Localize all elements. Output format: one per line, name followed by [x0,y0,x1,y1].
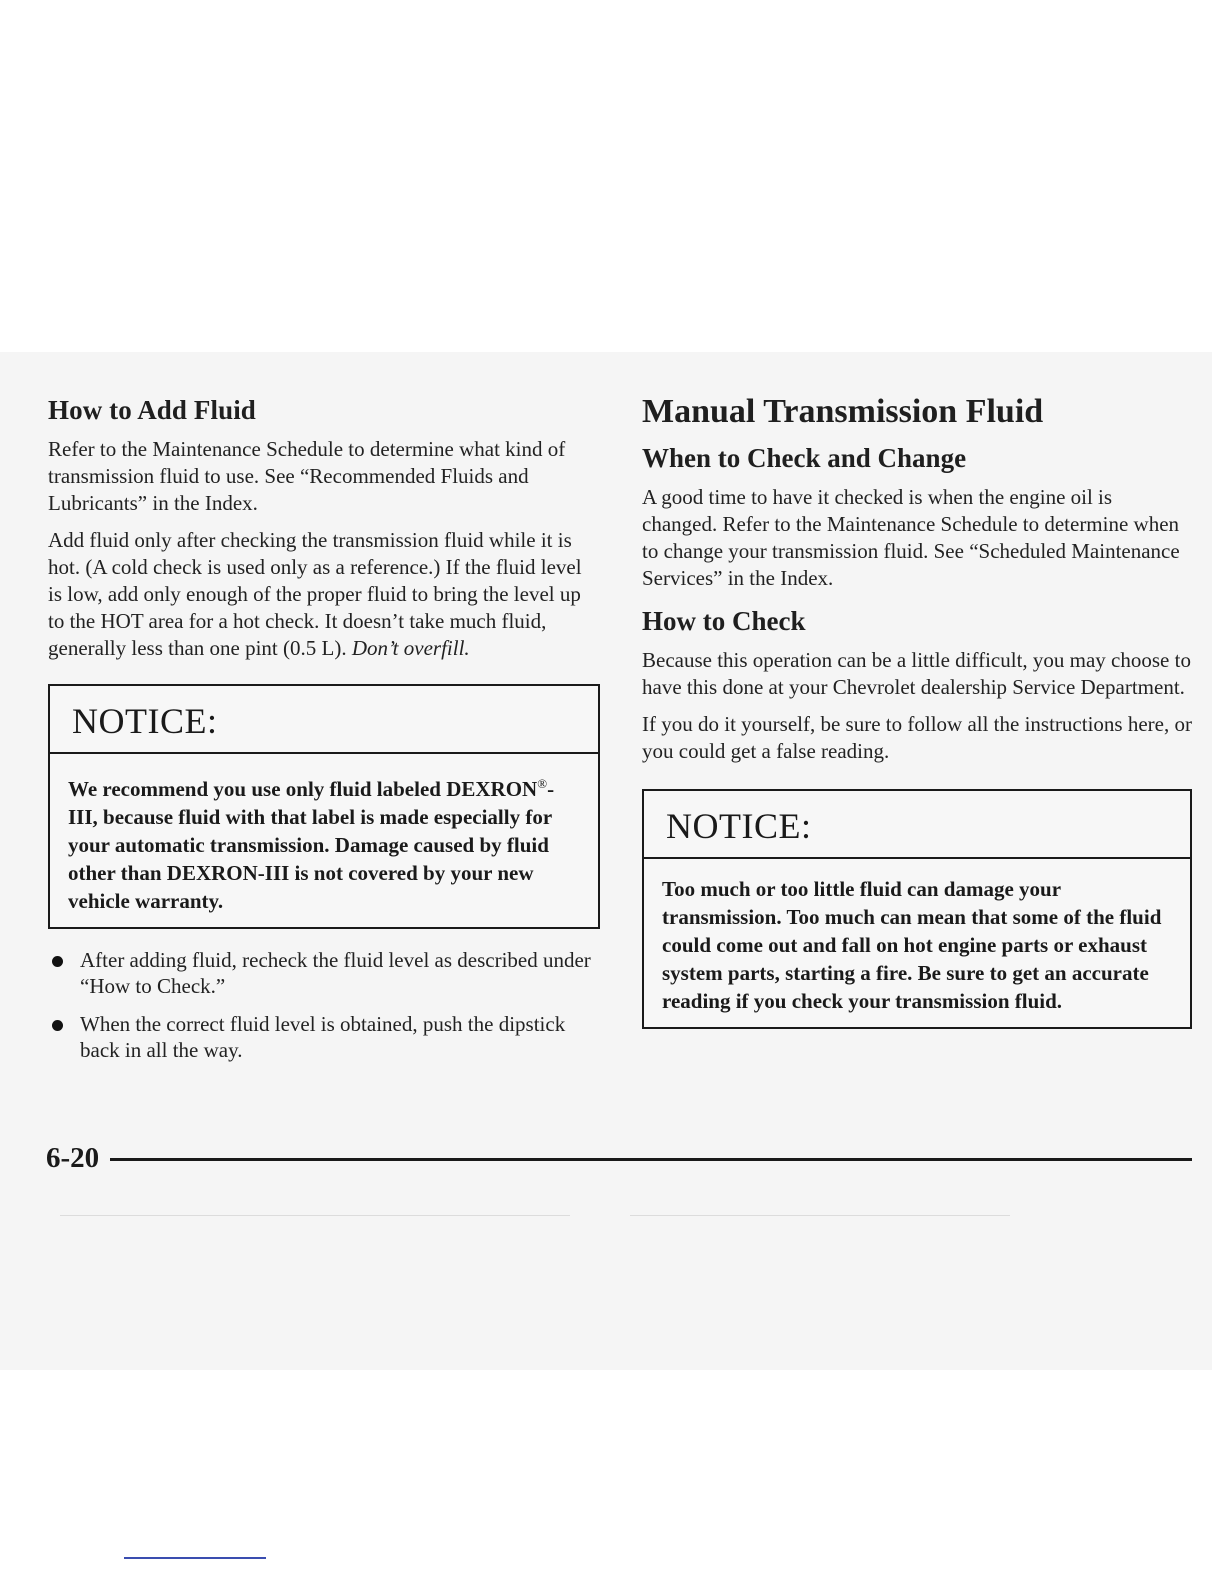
notice-body [50,754,598,927]
notice-title: NOTICE: [644,791,1190,859]
paragraph-add-fluid [48,527,600,662]
list-item-text: When the correct fluid level is obtained, push the dipstick back in all the way. [80,1012,566,1062]
bullet-icon [52,956,63,967]
page-footer [46,1142,1192,1176]
list-item [48,1011,600,1063]
how-to-check-heading: How to Check [642,606,806,636]
list-item-text: After adding fluid, recheck the fluid level as described under “How to Check.” [80,948,591,998]
right-column [642,393,1192,1029]
footer-rule [110,1158,1192,1161]
notice-title: NOTICE: [50,686,598,754]
manual-transmission-fluid-title: Manual Transmission Fluid [642,393,1044,430]
registered-mark: ® [537,776,548,791]
add-fluid-text: Add fluid only after checking the transmission fluid while it is hot. (A cold check is used only as a reference.) If the fluid level is low, add only enough of the proper fluid to bring the level up to the HOT area for a hot check. It doesn’t take much fluid, generally less than one pint (0.5 L). [48,528,582,660]
page-number: 6-20 [46,1142,100,1174]
notice-box-left [48,684,600,929]
scan-artifact-line [630,1215,1010,1216]
when-to-check-heading: When to Check and Change [642,443,967,473]
paragraph-do-it-yourself: If you do it yourself, be sure to follow all the instructions here, or you could get a false reading. [642,712,1192,763]
how-to-add-fluid-heading: How to Add Fluid [48,395,256,425]
dont-overfill-emphasis: Don’t overfill. [351,636,470,660]
notice-body-part2: -III, because fluid with that label is made especially for your automatic transmission. Damage caused by fluid other than DEXRON-III is not covered by your new vehicle warranty. [68,777,555,913]
scan-artifact-line [60,1215,570,1216]
notice-body-part1: We recommend you use only fluid labeled DEXRON [68,777,538,801]
bullet-icon [52,1020,63,1031]
notice-box-right [642,789,1192,1029]
left-column [48,395,600,1075]
notice-body: Too much or too little fluid can damage your transmission. Too much can mean that some of the fluid could come out and fall on hot engine parts or exhaust system parts, starting a fire. Be sure to get an accurate reading if you check your transmission fluid. [662,877,1162,1013]
list-item [48,947,600,999]
bottom-underline [124,1557,266,1559]
paragraph-maintenance-schedule: Refer to the Maintenance Schedule to determine what kind of transmission fluid to use. See “Recommended Fluids and Lubricants” in the Index. [48,437,566,515]
paragraph-good-time: A good time to have it checked is when the engine oil is changed. Refer to the Maintenance Schedule to determine when to change your transmission fluid. See “Scheduled Maintenance Services” in the Index. [642,485,1180,590]
paragraph-difficult: Because this operation can be a little difficult, you may choose to have this done at your Chevrolet dealership Service Department. [642,648,1191,699]
instruction-list [48,947,600,1063]
